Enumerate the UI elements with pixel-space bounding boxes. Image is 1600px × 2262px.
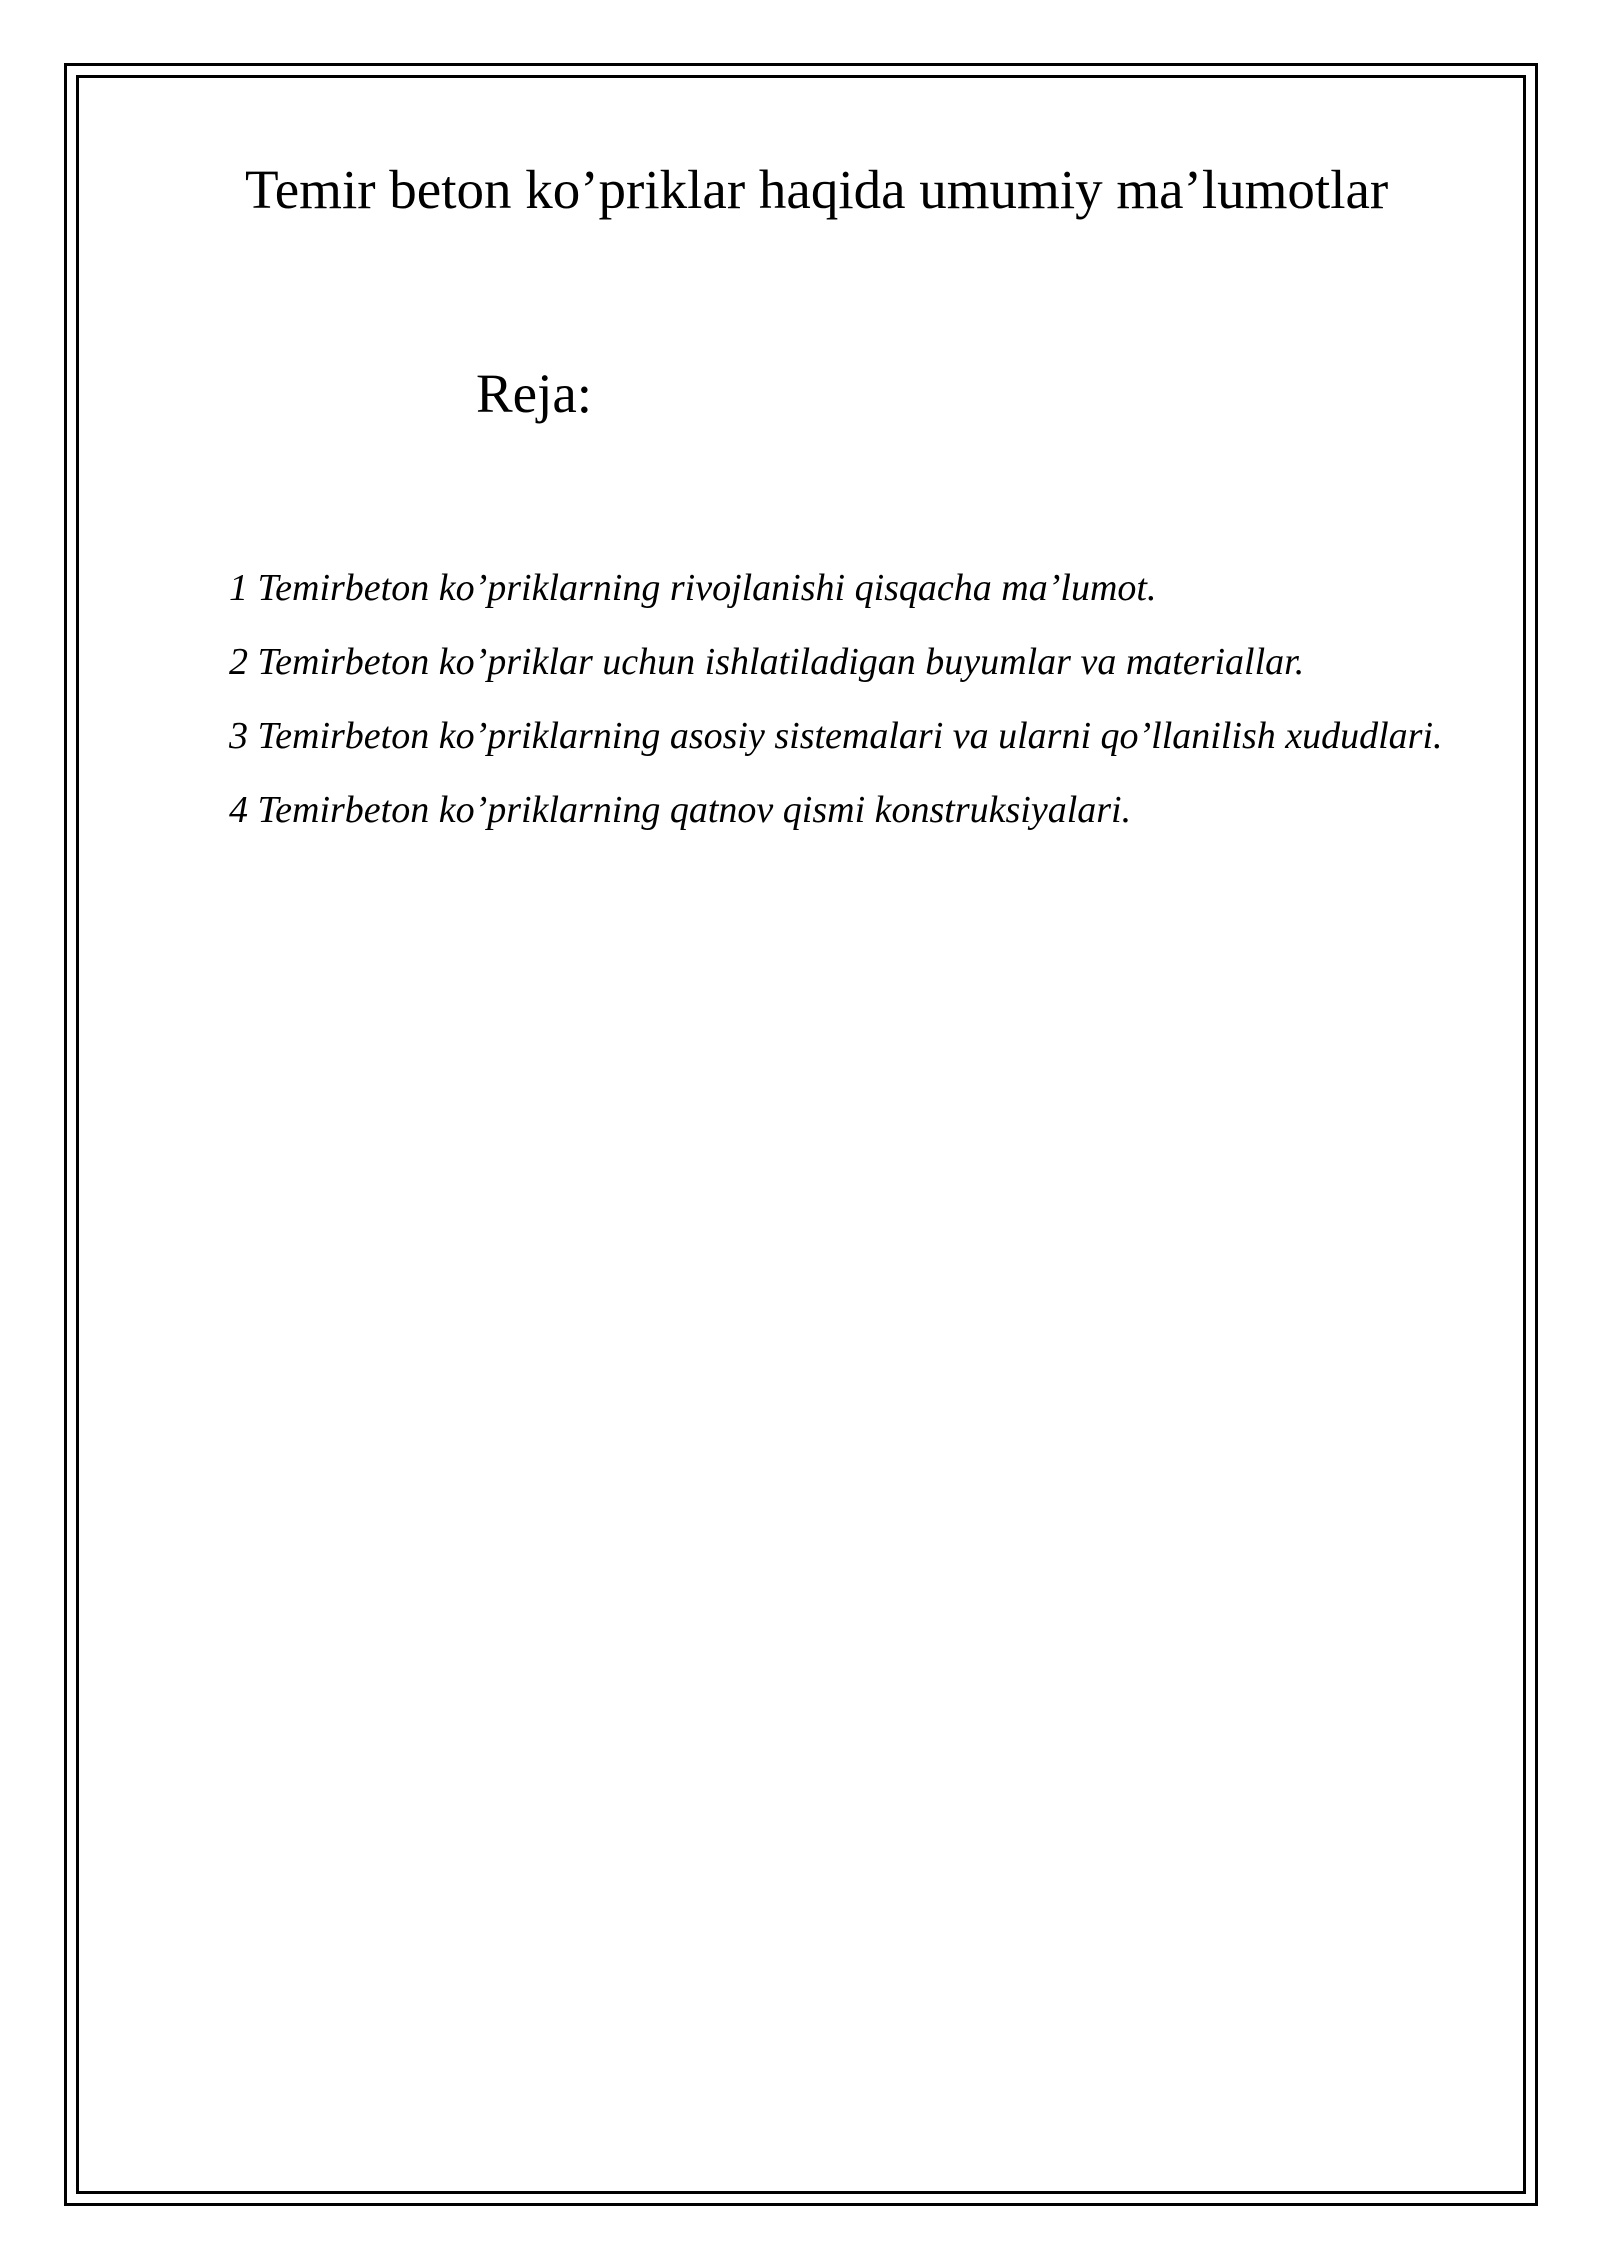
plan-item-1: 1 Temirbeton ko’priklarning rivojlanishi qisqacha ma’lumot. [229, 567, 1157, 609]
plan-item-2: 2 Temirbeton ko’priklar uchun ishlatiladigan buyumlar va materiallar. [229, 641, 1305, 683]
plan-item-4: 4 Temirbeton ko’priklarning qatnov qismi konstruksiyalari. [229, 789, 1132, 831]
plan-item-3: 3 Temirbeton ko’priklarning asosiy sistemalari va ularni qo’llanilish xududlari. [229, 715, 1443, 757]
plan-list [229, 551, 1489, 847]
document-title: Temir beton ko’priklar haqida umumiy ma’lumotlar [245, 159, 1389, 220]
plan-heading: Reja: [476, 363, 593, 424]
